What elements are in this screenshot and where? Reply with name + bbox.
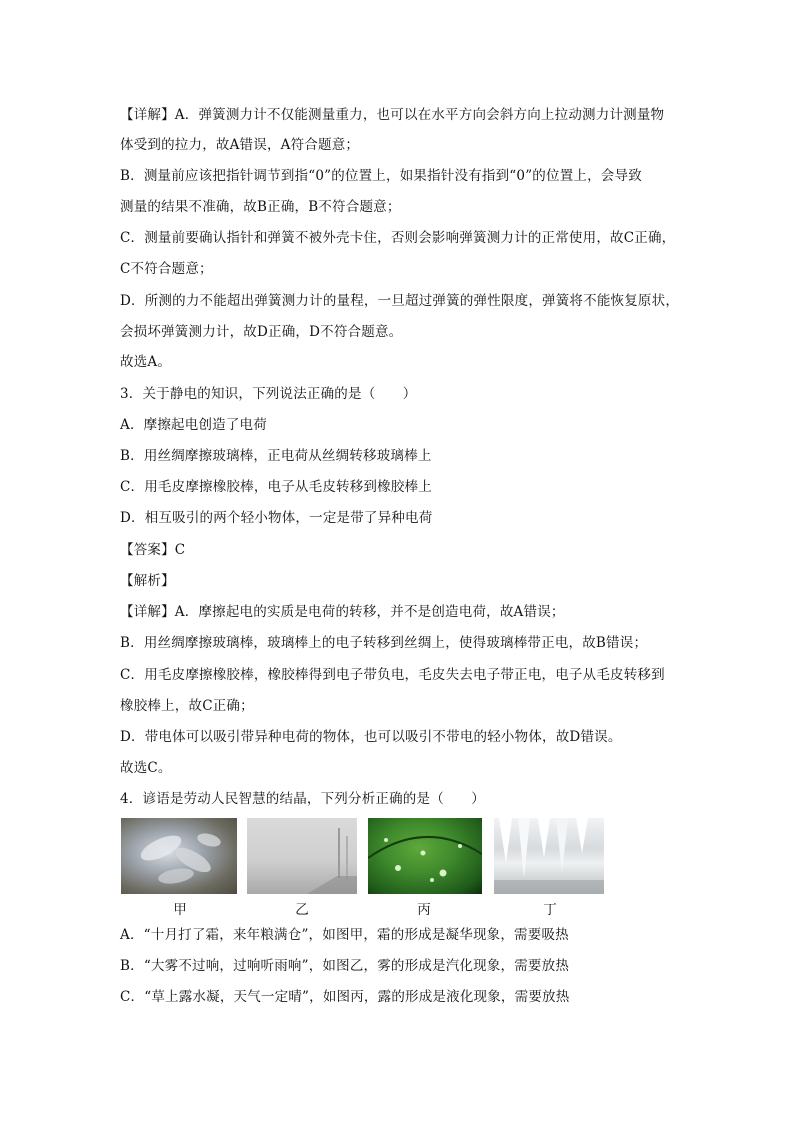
text-line: 故选C。 [120, 760, 172, 776]
fog-photo-icon [247, 818, 357, 894]
text-line: C．用毛皮摩擦橡胶棒，橡胶棒得到电子带负电，毛皮失去电子带正电，电子从毛皮转移到 [120, 667, 665, 683]
option-d: D．相互吸引的两个轻小物体，一定是带了异种电荷 [120, 510, 433, 526]
option-b: B．用丝绸摩擦玻璃棒，正电荷从丝绸转移玻璃棒上 [120, 448, 432, 464]
question-4-title: 4．谚语是劳动人民智慧的结晶，下列分析正确的是（ ） [120, 791, 485, 807]
text-line: 【详解】A．弹簧测力计不仅能测量重力，也可以在水平方向会斜方向上拉动测力计测量物 [120, 107, 665, 123]
text-line: D．带电体可以吸引带异种电荷的物体，也可以吸引不带电的轻小物体，故D错误。 [120, 729, 622, 745]
question-3-title: 3．关于静电的知识，下列说法正确的是（ ） [120, 386, 417, 402]
text-line: B．用丝绸摩擦玻璃棒，玻璃棒上的电子转移到丝绸上，使得玻璃棒带正电，故B错误； [120, 635, 648, 651]
option-a: A．摩擦起电创造了电荷 [120, 417, 267, 433]
text-line: 体受到的拉力，故A错误，A符合题意； [120, 137, 360, 153]
text-line: 会损坏弹簧测力计，故D正确，D不符合题意。 [120, 324, 403, 340]
figure-caption: 丁 [543, 902, 557, 918]
text-line: C不符合题意； [120, 261, 213, 277]
text-line: 故选A。 [120, 354, 172, 370]
text-line: B．测量前应该把指针调节到指“0”的位置上，如果指针没有指到“0”的位置上，会导致 [120, 168, 642, 184]
question-4-figures [121, 818, 611, 918]
frost-photo-icon [121, 818, 237, 894]
text-line: D．所测的力不能超出弹簧测力计的量程，一旦超过弹簧的弹性限度，弹簧将不能恢复原状， [120, 293, 680, 309]
figure-caption: 乙 [295, 902, 309, 918]
text-line: 测量的结果不准确，故B正确，B不符合题意； [120, 199, 401, 215]
answer-label: 【答案】C [120, 542, 186, 558]
text-line: 【详解】A．摩擦起电的实质是电荷的转移，并不是创造电荷，故A错误； [120, 604, 565, 620]
q4-option-b: B．“大雾不过响，过响听雨响”，如图乙，雾的形成是汽化现象，需要放热 [120, 958, 570, 974]
icicle-photo-icon [494, 818, 604, 894]
text-line: C．测量前要确认指针和弹簧不被外壳卡住，否则会影响弹簧测力计的正常使用，故C正确， [120, 230, 676, 246]
option-c: C．用毛皮摩擦橡胶棒，电子从毛皮转移到橡胶棒上 [120, 479, 432, 495]
text-line: 橡胶棒上，故C正确； [120, 698, 254, 714]
figure-caption: 甲 [173, 902, 187, 918]
figure-caption: 丙 [417, 902, 431, 918]
dew-photo-icon [368, 818, 482, 894]
q4-option-a: A．“十月打了霜，来年粮满仓”，如图甲，霜的形成是凝华现象，需要吸热 [120, 927, 569, 943]
analysis-label: 【解析】 [120, 573, 175, 589]
q4-option-c: C．“草上露水凝，天气一定晴”，如图丙，露的形成是液化现象，需要放热 [120, 989, 570, 1005]
